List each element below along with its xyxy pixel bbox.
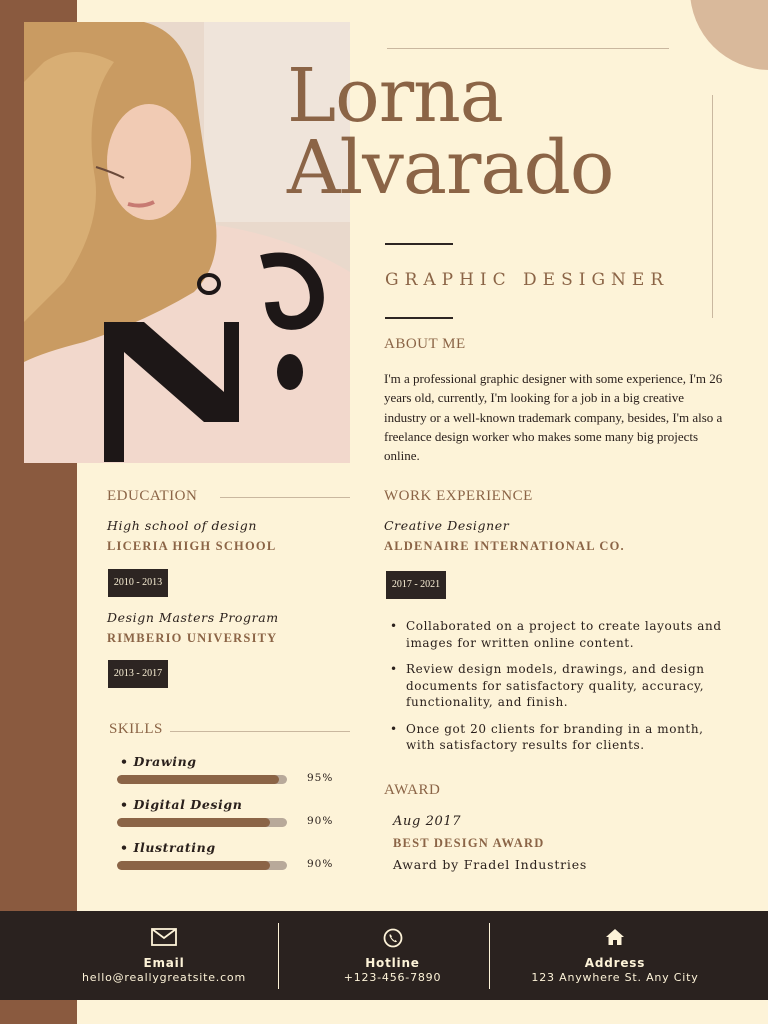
skill-bar	[117, 861, 287, 870]
phone-icon	[383, 928, 403, 952]
list-item: • Review design models, drawings, and design documents for satisfactory quality, accuracy, functionality, and finish.	[388, 661, 728, 711]
email-value[interactable]: hello@reallygreatsite.com	[82, 971, 246, 984]
hotline-label: Hotline	[365, 956, 420, 970]
envelope-icon	[151, 928, 177, 950]
address-value: 123 Anywhere St. Any City	[531, 971, 699, 984]
about-section-title: ABOUT ME	[384, 336, 466, 352]
skill-name: • Digital Design	[120, 797, 243, 812]
skills-divider	[170, 731, 350, 732]
candidate-name	[287, 53, 717, 211]
about-text: I'm a professional graphic designer with some experience, I'm 26 years old, currently, I'm looking for a job in a big creative industry or a well-known trademark company, besides, I'm also a freelance design worker who makes some many big projects online.	[384, 371, 723, 464]
education-school: LICERIA HIGH SCHOOL	[107, 539, 277, 553]
skill-percent: 95%	[307, 772, 334, 784]
contact-hotline	[290, 911, 495, 1000]
education-date-badge: 2010 - 2013	[108, 569, 168, 597]
award-name: BEST DESIGN AWARD	[393, 836, 545, 850]
skill-bar	[117, 775, 287, 784]
work-entry	[384, 518, 625, 554]
skill-item	[120, 754, 197, 769]
email-label: Email	[143, 956, 185, 970]
education-divider	[220, 497, 350, 498]
award-date: Aug 2017	[393, 814, 462, 829]
list-item: • Once got 20 clients for branding in a month, with satisfactory results for clients.	[388, 721, 728, 754]
skills-section-title: SKILLS	[109, 721, 163, 737]
skill-percent: 90%	[307, 815, 334, 827]
name-last: Alvarado	[287, 125, 614, 211]
skill-name: • Drawing	[120, 754, 197, 769]
contact-email	[60, 911, 268, 1000]
name-first: Lorna	[287, 53, 503, 139]
education-entry	[107, 610, 279, 646]
role-rule-top	[385, 243, 453, 245]
education-program: Design Masters Program	[107, 610, 279, 625]
role-rule-bottom	[385, 317, 453, 319]
skill-bar	[117, 818, 287, 827]
skill-item	[120, 797, 242, 812]
work-date-badge: 2017 - 2021	[386, 571, 446, 599]
skill-item	[120, 840, 216, 855]
contact-address	[510, 911, 720, 1000]
work-section-title: WORK EXPERIENCE	[384, 488, 533, 504]
award-issuer: Award by Fradel Industries	[393, 857, 588, 872]
hotline-value[interactable]: +123-456-7890	[343, 971, 442, 984]
home-icon	[605, 928, 625, 950]
top-divider-line	[387, 48, 669, 49]
education-school: RIMBERIO UNIVERSITY	[107, 631, 278, 645]
award-entry	[393, 814, 587, 872]
work-position: Creative Designer	[384, 518, 510, 533]
skill-bar-fill	[117, 861, 270, 870]
skill-bar-fill	[117, 818, 270, 827]
award-section-title: AWARD	[384, 782, 441, 798]
education-entry	[107, 518, 276, 554]
work-responsibilities-list	[388, 618, 728, 764]
footer-divider	[278, 923, 279, 989]
education-section-title: EDUCATION	[107, 488, 198, 504]
education-date-badge: 2013 - 2017	[108, 660, 168, 688]
skill-name: • Ilustrating	[120, 840, 216, 855]
skill-percent: 90%	[307, 858, 334, 870]
work-company: ALDENAIRE INTERNATIONAL CO.	[384, 539, 625, 553]
list-item: • Collaborated on a project to create layouts and images for written online content.	[388, 618, 728, 651]
job-title: GRAPHIC DESIGNER	[385, 270, 670, 290]
skill-bar-fill	[117, 775, 279, 784]
education-program: High school of design	[107, 518, 258, 533]
footer-divider	[489, 923, 490, 989]
address-label: Address	[584, 956, 646, 970]
